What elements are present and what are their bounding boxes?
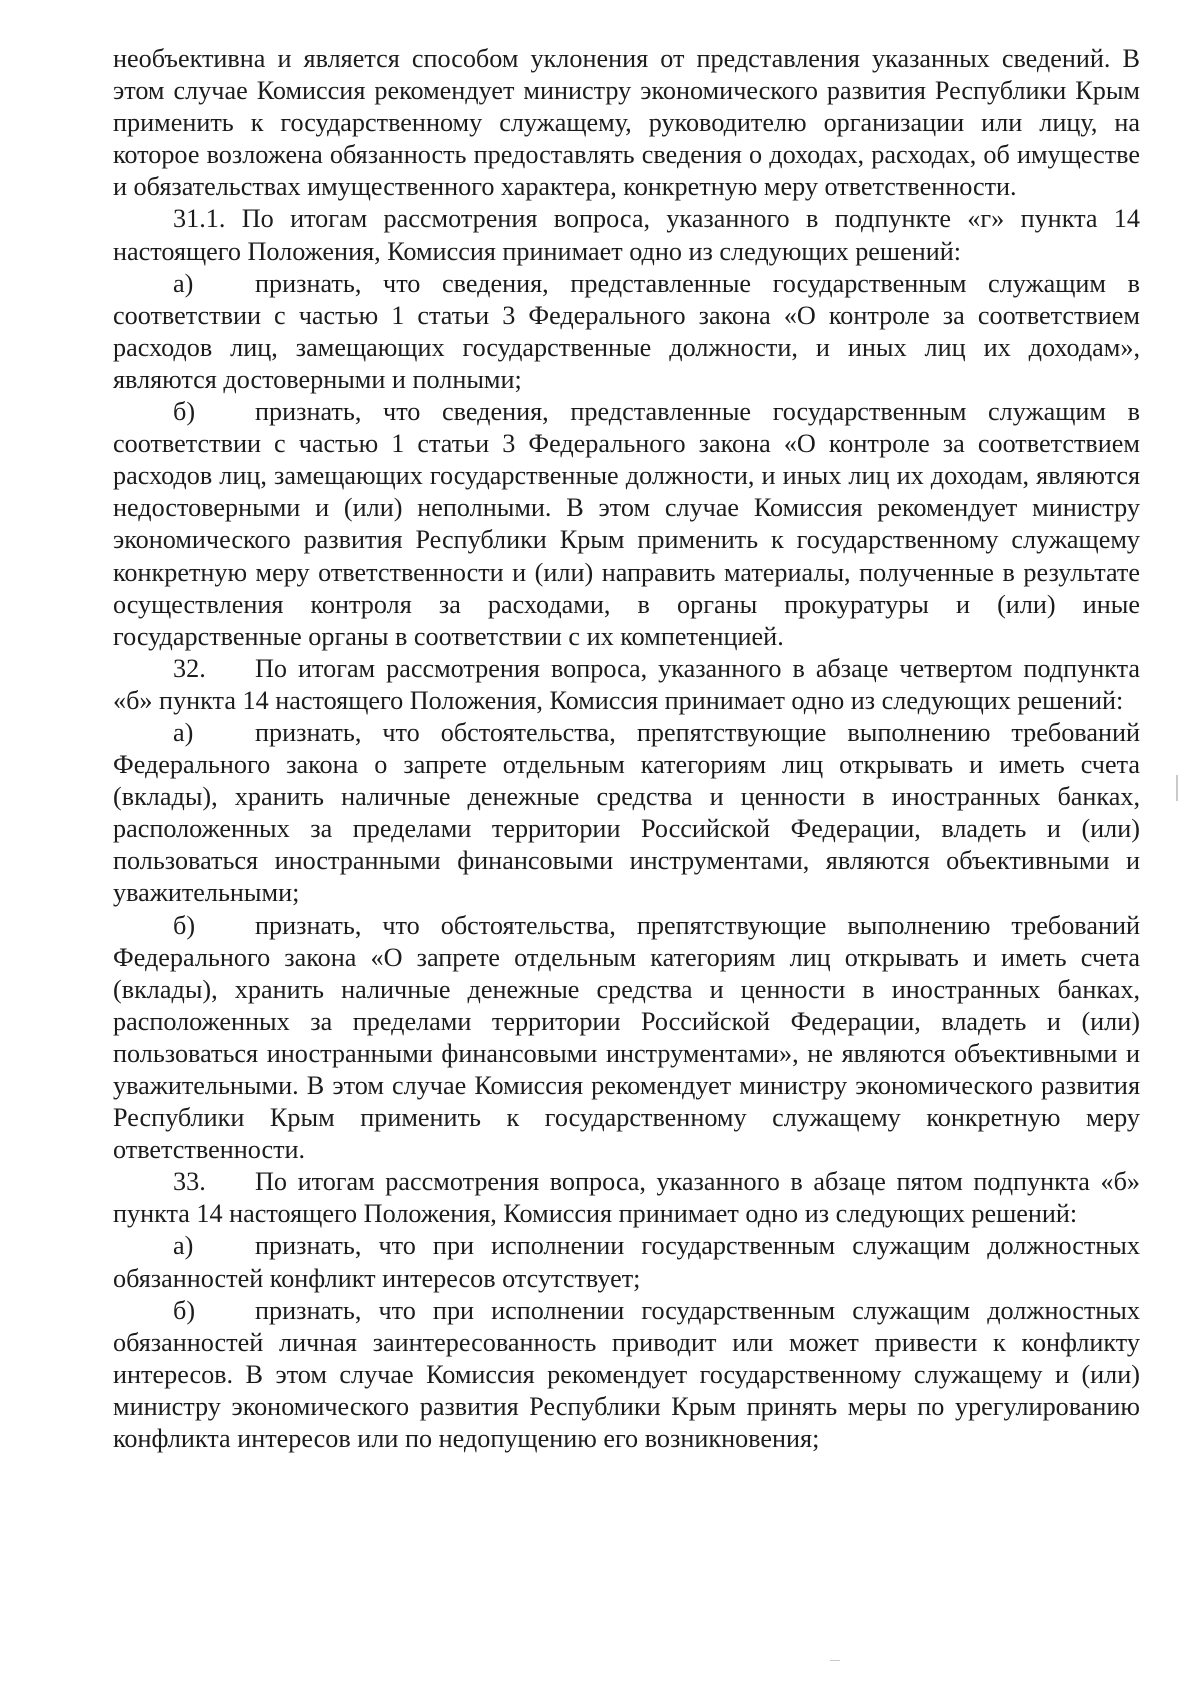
- item-text: признать, что сведения, представленные государственным служащим в соответствии с частью 1 статьи 3 Федерального закона «О контроле за соответствием расходов лиц, замещающих государственные должности, и иных лиц их доходам, являются недостоверными и (или) неполными. В этом случае Комиссия рекомендует министру экономического развития Республики Крым применить к государственному служащему конкретную меру ответственности и (или) направить материалы, полученные в результате осуществления контроля за расходами, в органы прокуратуры и (или) иные государственные органы в соответствии с их компетенцией.: [113, 397, 1140, 651]
- list-item-31-1-a: [113, 268, 1140, 396]
- item-label: б): [173, 910, 196, 940]
- item-label: 33.: [173, 1167, 206, 1197]
- item-text: признать, что при исполнении государственным служащим должностных обязанностей личная заинтересованность приводит или может привести к конфликту интересов. В этом случае Комиссия рекомендует государственному служащему и (или) министру экономического развития Республики Крым принять меры по урегулированию конфликта интересов или по недопущению его возникновения;: [113, 1295, 1140, 1454]
- item-label: б): [173, 397, 196, 427]
- list-item-33-b: [113, 1295, 1140, 1455]
- paragraph-33: [113, 1166, 1140, 1230]
- item-text: признать, что обстоятельства, препятствующие выполнению требований Федерального закона «О запрете отдельным категориям лиц открывать и иметь счета (вклады), хранить наличные денежные средства и ценности в иностранных банках, расположенных за пределами территории Российской Федерации, владеть и (или) пользоваться иностранными финансовыми инструментами», не являются объективными и уважительными. В этом случае Комиссия рекомендует министру экономического развития Республики Крым применить к государственному служащему конкретную меру ответственности.: [113, 910, 1140, 1165]
- list-item-33-a: [113, 1230, 1140, 1294]
- item-text: признать, что сведения, представленные государственным служащим в соответствии с частью 1 статьи 3 Федерального закона «О контроле за соответствием расходов лиц, замещающих государственные должности, и иных лиц их доходам», являются достоверными и полными;: [113, 268, 1140, 394]
- item-text: признать, что при исполнении государственным служащим должностных обязанностей конфликт интересов отсутствует;: [113, 1231, 1140, 1293]
- item-text: По итогам рассмотрения вопроса, указанного в абзаце четвертом подпункта «б» пункта 14 настоящего Положения, Комиссия принимает одно из следующих решений:: [113, 653, 1140, 715]
- item-label: а): [173, 1231, 194, 1261]
- item-label: б): [173, 1295, 196, 1325]
- item-label: 32.: [173, 653, 206, 683]
- item-label: а): [173, 268, 194, 298]
- document-body: [113, 43, 1140, 1455]
- paragraph-continuation: необъективна и является способом уклонения от представления указанных сведений. В этом случае Комиссия рекомендует министру экономического развития Республики Крым применить к государственному служащему, руководителю организации или лицу, на которое возложена обязанность предоставлять сведения о доходах, расходах, об имуществе и обязательствах имущественного характера, конкретную меру ответственности.: [113, 44, 1140, 202]
- paragraph-32: [113, 653, 1140, 717]
- scan-mark: [1176, 775, 1178, 801]
- list-item-31-1-b: [113, 396, 1140, 653]
- list-item-32-b: [113, 910, 1140, 1167]
- scan-mark: [830, 1660, 840, 1661]
- list-item-32-a: [113, 717, 1140, 910]
- item-text: признать, что обстоятельства, препятствующие выполнению требований Федерального закона о запрете отдельным категориям лиц открывать и иметь счета (вклады), хранить наличные денежные средства и ценности в иностранных банках, расположенных за пределами территории Российской Федерации, владеть и (или) пользоваться иностранными финансовыми инструментами, являются объективными и уважительными;: [113, 717, 1140, 908]
- item-label: а): [173, 717, 194, 747]
- item-text: По итогам рассмотрения вопроса, указанного в абзаце пятом подпункта «б» пункта 14 настоящего Положения, Комиссия принимает одно из следующих решений:: [113, 1167, 1140, 1229]
- paragraph-31-1: 31.1. По итогам рассмотрения вопроса, указанного в подпункте «г» пункта 14 настоящего Положения, Комиссия принимает одно из следующих решений:: [113, 204, 1140, 266]
